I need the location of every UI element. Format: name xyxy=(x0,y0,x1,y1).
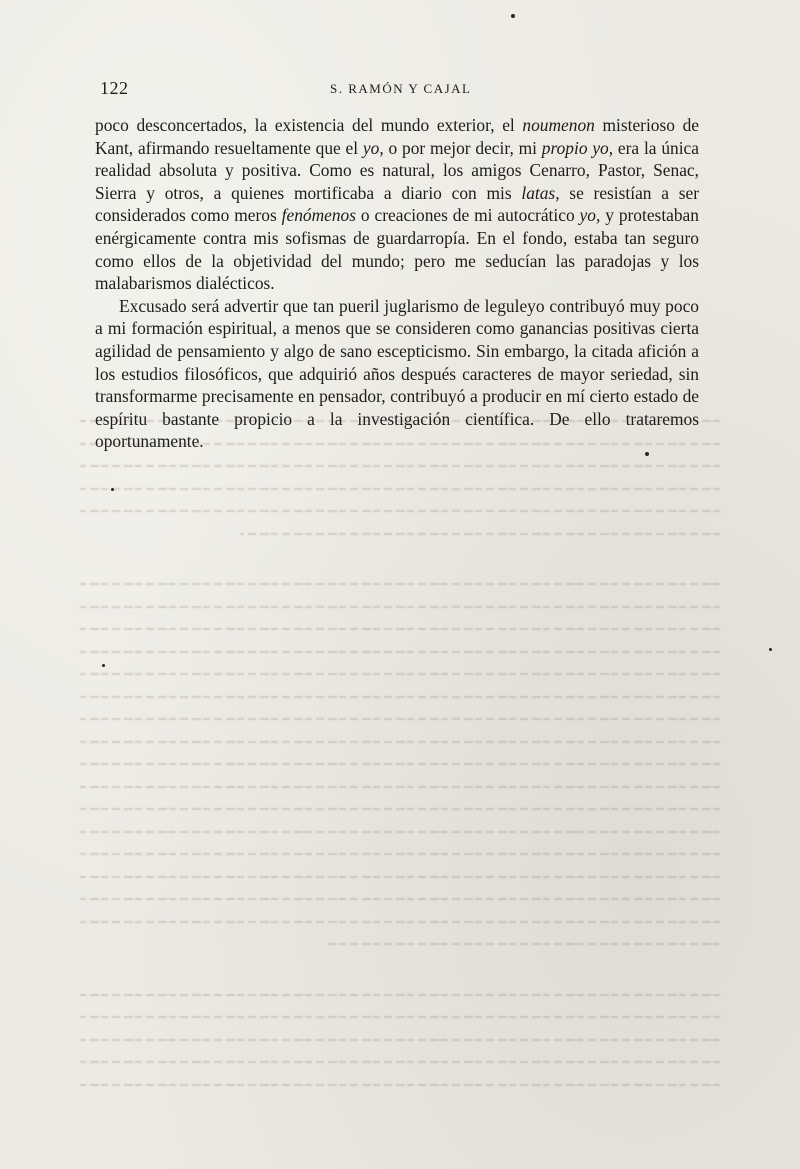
ghost-line xyxy=(80,420,720,422)
ghost-line xyxy=(80,994,720,996)
ghost-line xyxy=(80,510,720,512)
paper-speck xyxy=(769,648,772,651)
ghost-line xyxy=(80,921,720,923)
paper-speck xyxy=(645,452,649,456)
ghost-gap xyxy=(80,555,720,583)
ghost-line xyxy=(80,1016,720,1018)
ghost-line xyxy=(80,763,720,765)
running-head: S. RAMÓN Y CAJAL xyxy=(330,81,472,96)
ghost-line xyxy=(80,443,720,445)
ghost-line xyxy=(80,651,720,653)
show-through-text xyxy=(80,420,720,1100)
italic-text: propio yo, xyxy=(541,137,614,158)
ghost-line xyxy=(80,488,720,490)
paper-speck xyxy=(111,488,114,491)
ghost-line xyxy=(80,718,720,720)
ghost-line xyxy=(80,808,720,810)
ghost-line xyxy=(240,533,720,535)
page-number: 122 xyxy=(100,78,129,98)
paper-speck xyxy=(102,664,105,667)
page-header xyxy=(100,78,700,100)
ghost-line xyxy=(80,898,720,900)
ghost-line xyxy=(80,696,720,698)
text-run: o por mejor decir, mi xyxy=(383,137,542,158)
ghost-line xyxy=(80,465,720,467)
body-text xyxy=(95,114,699,453)
text-run: o creaciones de mi autocrático xyxy=(356,205,580,226)
text-run: poco desconcertados, la existencia del mundo exterior, el xyxy=(95,115,523,135)
ghost-line xyxy=(80,606,720,608)
italic-text: latas, xyxy=(521,182,560,203)
ghost-line xyxy=(80,853,720,855)
text-run: se resistían a ser considerados como meros xyxy=(95,182,699,226)
ghost-line xyxy=(80,673,720,675)
ghost-line xyxy=(80,583,720,585)
italic-text: noumenon xyxy=(522,115,595,135)
ghost-line xyxy=(323,943,720,945)
ghost-line xyxy=(80,1061,720,1063)
ghost-line xyxy=(80,1039,720,1041)
text-run: y protestaban enérgicamente contra mis sofismas de guardarropía. En el fondo, estaba tan seguro como ellos de la objetividad del mundo; pero me seducían las paradojas y los malabarismos dialécticos. xyxy=(95,205,699,294)
text-run: misterioso de Kant, afirmando resueltamente que el xyxy=(95,115,699,158)
text-run: Excusado será advertir que tan pueril juglarismo de leguleyo contribuyó muy poco a mi formación espiritual, a menos que se consideren como ganancias positivas cierta agilidad de pensamiento y algo de sano escepticismo. Sin embargo, la citada afición a los estudios filosóficos, que adquirió años después caracteres de mayor seriedad, sin transformarme precisamente en pensador, contribuyó a producir en mí cierto estado de espíritu bastante propicio a la investigación científica. De ello trataremos oportunamente. xyxy=(95,295,699,452)
paragraph xyxy=(95,114,699,295)
ghost-line xyxy=(80,628,720,630)
ghost-line xyxy=(80,876,720,878)
text-run: era la única realidad absoluta y positiva. Como es natural, los amigos Cenarro, Pastor, Senac, Sierra y otros, a quienes mortificaba a diario con mis xyxy=(95,137,699,203)
italic-text: yo, xyxy=(362,137,384,158)
ghost-line xyxy=(80,831,720,833)
italic-text: yo, xyxy=(579,205,601,226)
ghost-line xyxy=(80,741,720,743)
ghost-line xyxy=(80,1084,720,1086)
paper-speck xyxy=(511,14,515,18)
ghost-line xyxy=(80,786,720,788)
ghost-gap xyxy=(80,966,720,994)
italic-text: fenómenos xyxy=(281,205,357,226)
